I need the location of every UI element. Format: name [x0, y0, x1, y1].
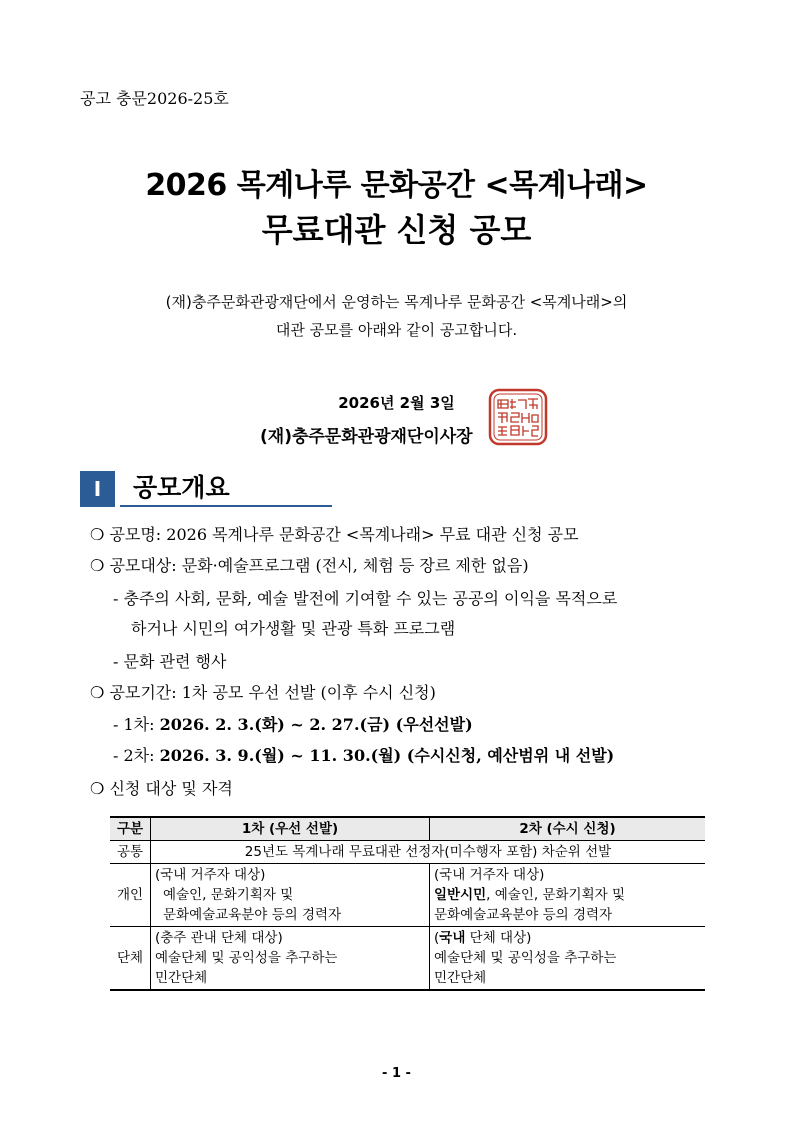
intro-line1: (재)충주문화관광재단에서 운영하는 목계나루 문화공간 <목계나래>의 — [165, 293, 628, 311]
section-title-underline — [120, 505, 332, 507]
table-cell-individual-round1: (국내 거주자 대상) 예술인, 문화기획자 및 문화예술교육분야 등의 경력자 — [151, 864, 430, 927]
table-header-row — [110, 817, 705, 841]
list-item-target: ❍ 공모대상: 문화·예술프로그램 (전시, 체험 등 장르 제한 없음) — [90, 556, 529, 575]
bullet-icon: ❍ — [90, 779, 105, 798]
section-title: 공모개요 — [133, 473, 230, 502]
table-cell-common: 25년도 목계나래 무료대관 선정자(미수행자 포함) 차순위 선발 — [151, 841, 706, 864]
table-row — [110, 927, 705, 991]
list-subitem-round1: - 1차: 2026. 2. 3.(화) ~ 2. 27.(금) (우선선발) — [113, 715, 473, 734]
bullet-icon: ❍ — [90, 556, 105, 575]
bullet-icon: ❍ — [90, 683, 105, 702]
eligibility-table — [110, 816, 705, 991]
list-item-period: ❍ 공모기간: 1차 공모 우선 선발 (이후 수시 신청) — [90, 683, 436, 702]
table-cell-individual-label: 개인 — [110, 864, 151, 927]
table-cell-individual-round2: (국내 거주자 대상) 일반시민, 예술인, 문화기획자 및 문화예술교육분야 등의 경력자 — [430, 864, 706, 927]
list-subitem-purpose-cont: 하거나 시민의 여가생활 및 관광 특화 프로그램 — [131, 619, 456, 638]
table-header-category: 구분 — [110, 817, 151, 841]
document-title-line1: 2026 목계나루 문화공간 <목계나래> — [145, 168, 648, 203]
intro-line2: 대관 공모를 아래와 같이 공고합니다. — [275, 321, 518, 339]
list-item-eligibility: ❍ 신청 대상 및 자격 — [90, 779, 233, 798]
notice-date: 2026년 2월 3일 — [338, 394, 455, 412]
table-row — [110, 864, 705, 927]
section-number-badge: Ⅰ — [80, 471, 115, 507]
issuer-name: (재)충주문화관광재단이사장 — [260, 427, 473, 447]
bullet-icon: ❍ — [90, 525, 105, 544]
list-item-name: ❍ 공모명: 2026 목계나루 문화공간 <목계나래> 무료 대관 신청 공모 — [90, 525, 579, 544]
page-number: - 1 - — [382, 1066, 411, 1081]
table-cell-common-label: 공통 — [110, 841, 151, 864]
notice-number: 공고 충문2026-25호 — [80, 89, 229, 108]
table-cell-group-round1: (충주 관내 단체 대상) 예술단체 및 공익성을 추구하는 민간단체 — [151, 927, 430, 991]
document-title-line2: 무료대관 신청 공모 — [261, 211, 532, 249]
list-subitem-events: - 문화 관련 행사 — [113, 652, 227, 671]
table-header-round2: 2차 (수시 신청) — [430, 817, 706, 841]
table-row — [110, 841, 705, 864]
list-subitem-round2: - 2차: 2026. 3. 9.(월) ~ 11. 30.(월) (수시신청, 예산범위 내 선발) — [113, 746, 615, 765]
table-cell-group-round2: (국내 단체 대상) 예술단체 및 공익성을 추구하는 민간단체 — [430, 927, 706, 991]
official-seal-icon — [488, 388, 548, 446]
table-header-round1: 1차 (우선 선발) — [151, 817, 430, 841]
list-subitem-purpose: - 충주의 사회, 문화, 예술 발전에 기여할 수 있는 공공의 이익을 목적으로 — [113, 589, 618, 608]
table-cell-group-label: 단체 — [110, 927, 151, 991]
